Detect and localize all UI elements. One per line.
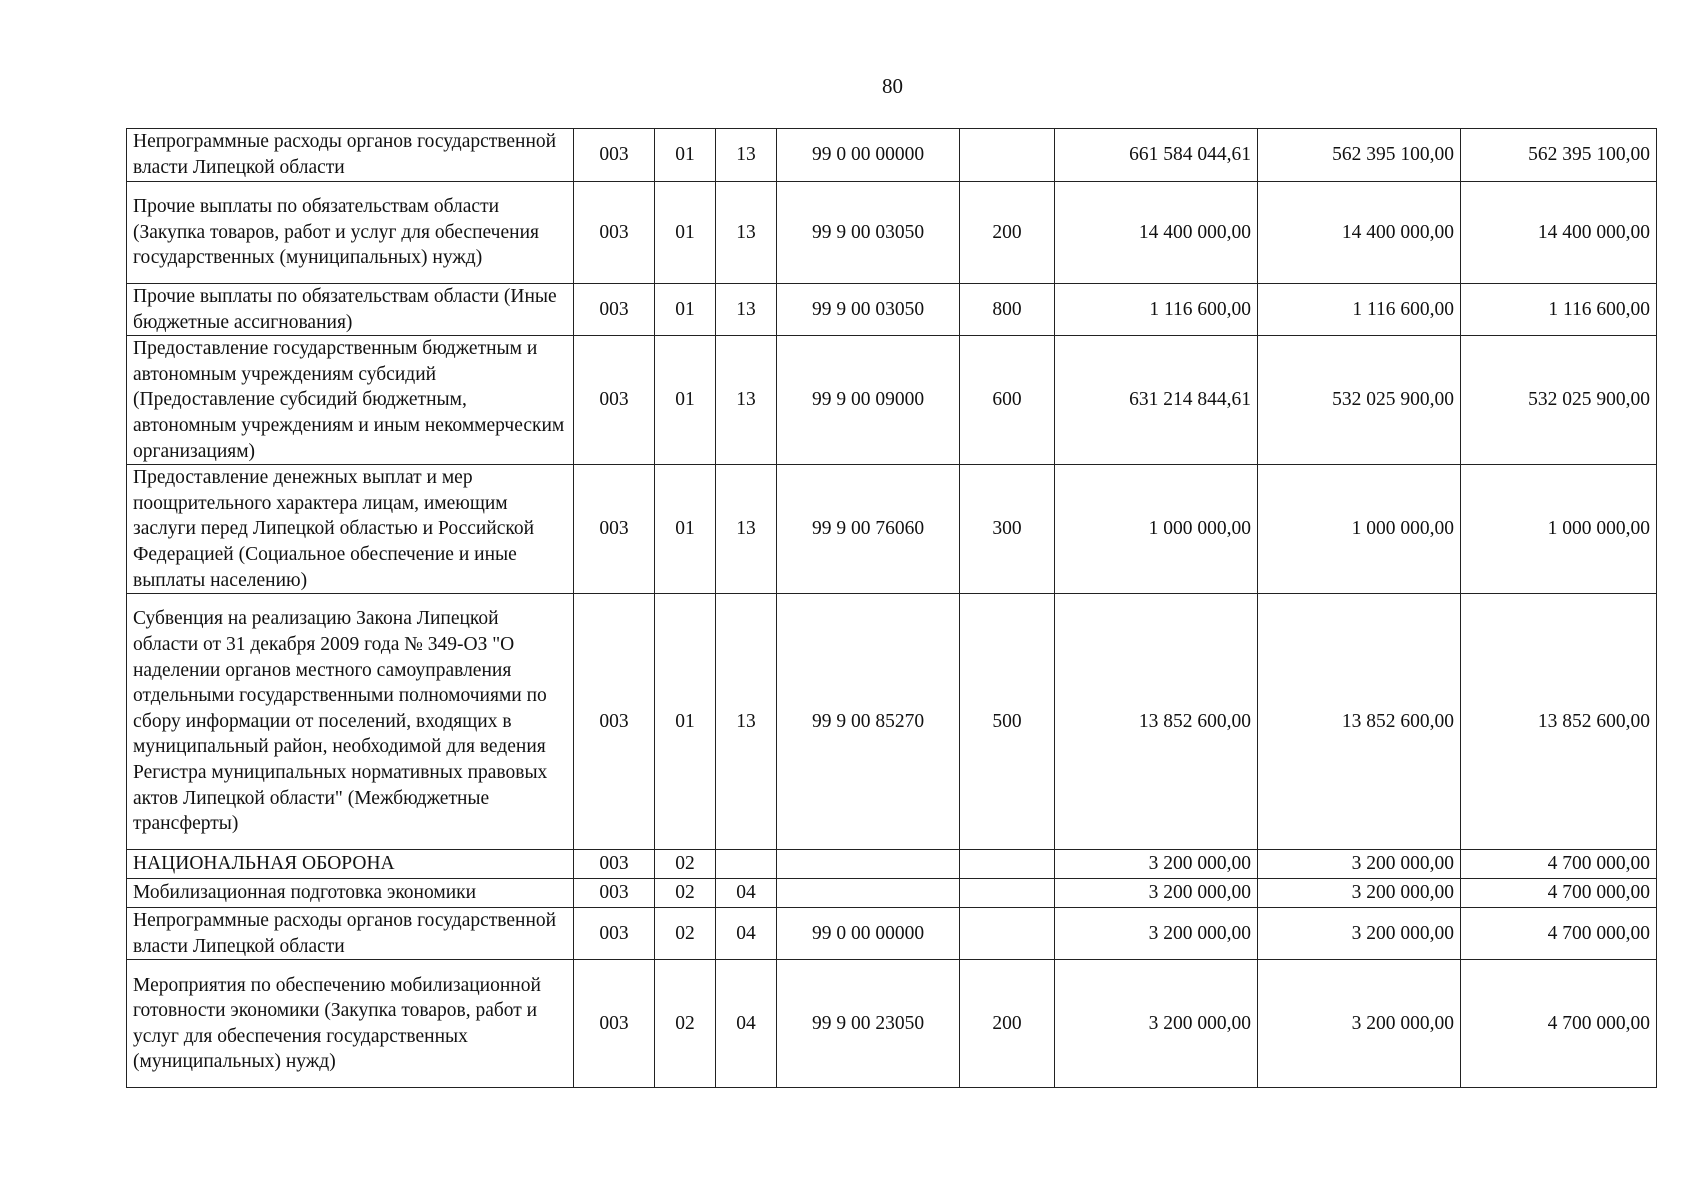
row-amount-3: 4 700 000,00 [1461,850,1657,879]
row-subsection-code: 04 [716,908,777,960]
row-subsection-code: 13 [716,182,777,284]
row-name: Предоставление государственным бюджетным и автономным учреждениям субсидий (Предоставление субсидий бюджетным, автономным учреждениям и иным некоммерческим организациям) [127,336,574,465]
row-amount-3: 13 852 600,00 [1461,594,1657,850]
page-number: 80 [882,74,903,98]
row-amount-1: 14 400 000,00 [1055,182,1258,284]
row-amount-2: 1 116 600,00 [1258,284,1461,336]
row-section-code: 01 [655,284,716,336]
row-subsection-code: 04 [716,960,777,1088]
row-expense-type [960,129,1055,182]
row-target-article: 99 9 00 76060 [777,465,960,594]
row-ved-code: 003 [574,465,655,594]
row-expense-type [960,850,1055,879]
row-amount-2: 3 200 000,00 [1258,879,1461,908]
row-target-article: 99 9 00 03050 [777,182,960,284]
row-expense-type [960,879,1055,908]
row-amount-2: 3 200 000,00 [1258,908,1461,960]
row-target-article [777,879,960,908]
row-amount-2: 14 400 000,00 [1258,182,1461,284]
row-name: Прочие выплаты по обязательствам области (Иные бюджетные ассигнования) [127,284,574,336]
row-name: Мобилизационная подготовка экономики [127,879,574,908]
row-target-article: 99 9 00 03050 [777,284,960,336]
row-ved-code: 003 [574,182,655,284]
row-ved-code: 003 [574,284,655,336]
row-section-code: 01 [655,465,716,594]
table-row [127,129,1657,182]
row-subsection-code: 13 [716,284,777,336]
row-subsection-code: 13 [716,465,777,594]
row-ved-code: 003 [574,850,655,879]
row-amount-3: 1 116 600,00 [1461,284,1657,336]
row-expense-type: 500 [960,594,1055,850]
row-expense-type: 800 [960,284,1055,336]
table-row [127,908,1657,960]
row-section-code: 01 [655,336,716,465]
row-section-code: 01 [655,594,716,850]
budget-table [126,128,1657,1088]
row-amount-3: 562 395 100,00 [1461,129,1657,182]
row-amount-2: 3 200 000,00 [1258,850,1461,879]
row-subsection-code: 04 [716,879,777,908]
table-row [127,284,1657,336]
row-subsection-code: 13 [716,129,777,182]
row-amount-2: 532 025 900,00 [1258,336,1461,465]
row-amount-1: 3 200 000,00 [1055,850,1258,879]
row-section-code: 02 [655,879,716,908]
row-ved-code: 003 [574,336,655,465]
table-row [127,879,1657,908]
table-row [127,960,1657,1088]
row-ved-code: 003 [574,960,655,1088]
row-amount-1: 1 116 600,00 [1055,284,1258,336]
row-target-article [777,850,960,879]
row-amount-1: 661 584 044,61 [1055,129,1258,182]
row-amount-1: 3 200 000,00 [1055,960,1258,1088]
table-row [127,182,1657,284]
row-section-code: 02 [655,908,716,960]
table-row [127,594,1657,850]
row-expense-type: 200 [960,182,1055,284]
row-name: Субвенция на реализацию Закона Липецкой области от 31 декабря 2009 года № 349-ОЗ "О наделении органов местного самоуправления отдельными государственными полномочиями по сбору информации от поселений, входящих в муниципальный район, необходимой для ведения Регистра муниципальных нормативных правовых актов Липецкой области" (Межбюджетные трансферты) [127,594,574,850]
row-amount-1: 1 000 000,00 [1055,465,1258,594]
row-amount-3: 4 700 000,00 [1461,960,1657,1088]
table-row [127,850,1657,879]
row-name: Непрограммные расходы органов государственной власти Липецкой области [127,908,574,960]
row-name: Непрограммные расходы органов государственной власти Липецкой области [127,129,574,182]
row-amount-3: 4 700 000,00 [1461,908,1657,960]
row-section-code: 02 [655,960,716,1088]
row-amount-3: 532 025 900,00 [1461,336,1657,465]
row-amount-1: 3 200 000,00 [1055,879,1258,908]
row-expense-type: 600 [960,336,1055,465]
row-amount-1: 3 200 000,00 [1055,908,1258,960]
row-amount-2: 13 852 600,00 [1258,594,1461,850]
row-amount-3: 14 400 000,00 [1461,182,1657,284]
row-expense-type [960,908,1055,960]
row-name: Мероприятия по обеспечению мобилизационной готовности экономики (Закупка товаров, работ и услуг для обеспечения государственных (муниципальных) нужд) [127,960,574,1088]
row-amount-3: 4 700 000,00 [1461,879,1657,908]
row-subsection-code: 13 [716,594,777,850]
row-name: Прочие выплаты по обязательствам области (Закупка товаров, работ и услуг для обеспечения государственных (муниципальных) нужд) [127,182,574,284]
row-target-article: 99 0 00 00000 [777,129,960,182]
row-ved-code: 003 [574,129,655,182]
table-row [127,336,1657,465]
row-amount-2: 562 395 100,00 [1258,129,1461,182]
row-ved-code: 003 [574,594,655,850]
row-target-article: 99 0 00 00000 [777,908,960,960]
row-amount-1: 631 214 844,61 [1055,336,1258,465]
row-name: Предоставление денежных выплат и мер поощрительного характера лицам, имеющим заслуги перед Липецкой областью и Российской Федерацией (Социальное обеспечение и иные выплаты населению) [127,465,574,594]
table-row [127,465,1657,594]
row-ved-code: 003 [574,908,655,960]
row-name: НАЦИОНАЛЬНАЯ ОБОРОНА [127,850,574,879]
row-expense-type: 300 [960,465,1055,594]
row-section-code: 01 [655,129,716,182]
row-expense-type: 200 [960,960,1055,1088]
row-amount-2: 3 200 000,00 [1258,960,1461,1088]
row-ved-code: 003 [574,879,655,908]
row-section-code: 02 [655,850,716,879]
row-section-code: 01 [655,182,716,284]
row-subsection-code [716,850,777,879]
row-subsection-code: 13 [716,336,777,465]
row-amount-3: 1 000 000,00 [1461,465,1657,594]
row-target-article: 99 9 00 09000 [777,336,960,465]
row-amount-1: 13 852 600,00 [1055,594,1258,850]
row-amount-2: 1 000 000,00 [1258,465,1461,594]
row-target-article: 99 9 00 85270 [777,594,960,850]
row-target-article: 99 9 00 23050 [777,960,960,1088]
